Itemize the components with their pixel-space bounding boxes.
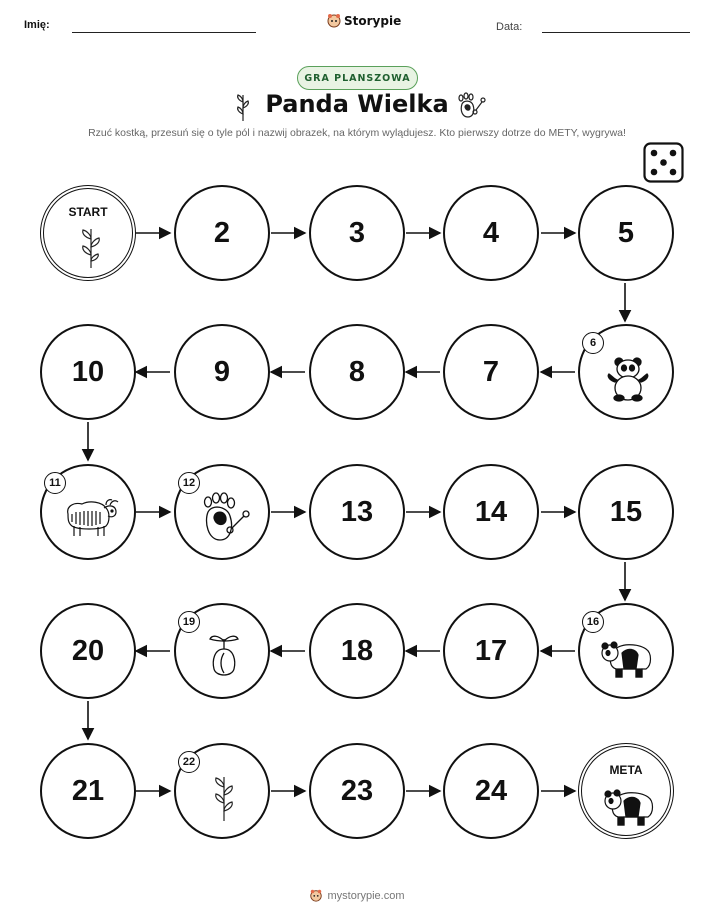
finish-label: META [609, 763, 643, 777]
board-space-5 [578, 185, 674, 281]
space-number: 15 [609, 495, 643, 528]
board-space-8 [309, 324, 405, 420]
name-label: Imię: [24, 19, 50, 31]
paw-bone-icon [194, 492, 254, 544]
board-space-14 [443, 464, 539, 560]
space-number-badge: 11 [44, 472, 66, 494]
footer-url: mystorypie.com [327, 890, 405, 902]
board-space-4 [443, 185, 539, 281]
board-space-15 [578, 464, 674, 560]
date-label: Data: [496, 21, 523, 33]
board-space-6 [578, 324, 674, 420]
board-space-7 [443, 324, 539, 420]
space-number: 4 [482, 216, 500, 249]
space-number-badge: 6 [582, 332, 604, 354]
board-space-24 [443, 743, 539, 839]
board-space-11 [40, 464, 136, 560]
space-number: 8 [348, 355, 366, 388]
space-number: 20 [71, 634, 105, 667]
board-space-21 [40, 743, 136, 839]
panda-icon [602, 783, 658, 827]
board-space-9 [174, 324, 270, 420]
space-number: 2 [213, 216, 231, 249]
board-space-19 [174, 603, 270, 699]
space-number: 13 [340, 495, 374, 528]
space-number: 21 [71, 774, 105, 807]
start-space [40, 185, 136, 281]
board-space-17 [443, 603, 539, 699]
space-number: 23 [340, 774, 374, 807]
space-number-badge: 22 [178, 751, 200, 773]
storypie-logo-icon [309, 888, 323, 902]
board-space-3 [309, 185, 405, 281]
space-number: 9 [213, 355, 231, 388]
seed-sprout-icon [194, 631, 254, 683]
panda-face-icon [598, 352, 658, 404]
brand-name: Storypie [344, 14, 402, 28]
board-space-13 [309, 464, 405, 560]
space-number: 14 [474, 495, 508, 528]
board-space-23 [309, 743, 405, 839]
space-number-badge: 19 [178, 611, 200, 633]
page-title: Panda Wielka [265, 90, 449, 118]
space-number: 24 [474, 774, 508, 807]
board-space-2 [174, 185, 270, 281]
instructions: Rzuć kostką, przesuń się o tyle pól i nazwij obrazek, na którym wylądujesz. Kto pierwszy dotrze do METY, wygrywa! [88, 127, 626, 139]
space-number-badge: 12 [178, 472, 200, 494]
space-number: 7 [482, 355, 500, 388]
board-space-18 [309, 603, 405, 699]
bamboo-sprig-icon [77, 225, 105, 269]
footer [0, 888, 714, 902]
space-number: 3 [348, 216, 366, 249]
board-space-20 [40, 603, 136, 699]
start-label: START [68, 205, 108, 219]
finish-space [578, 743, 674, 839]
board-game-badge: GRA PLANSZOWA [297, 66, 418, 90]
board-space-22 [174, 743, 270, 839]
panda-icon [598, 631, 658, 683]
yak-icon [60, 492, 120, 544]
board-space-10 [40, 324, 136, 420]
board-space-12 [174, 464, 270, 560]
space-number-badge: 16 [582, 611, 604, 633]
space-number: 17 [474, 634, 508, 667]
board-space-16 [578, 603, 674, 699]
space-number: 5 [617, 216, 635, 249]
space-number: 18 [340, 634, 374, 667]
bamboo-sprig-icon [194, 771, 254, 823]
space-number: 10 [71, 355, 105, 388]
